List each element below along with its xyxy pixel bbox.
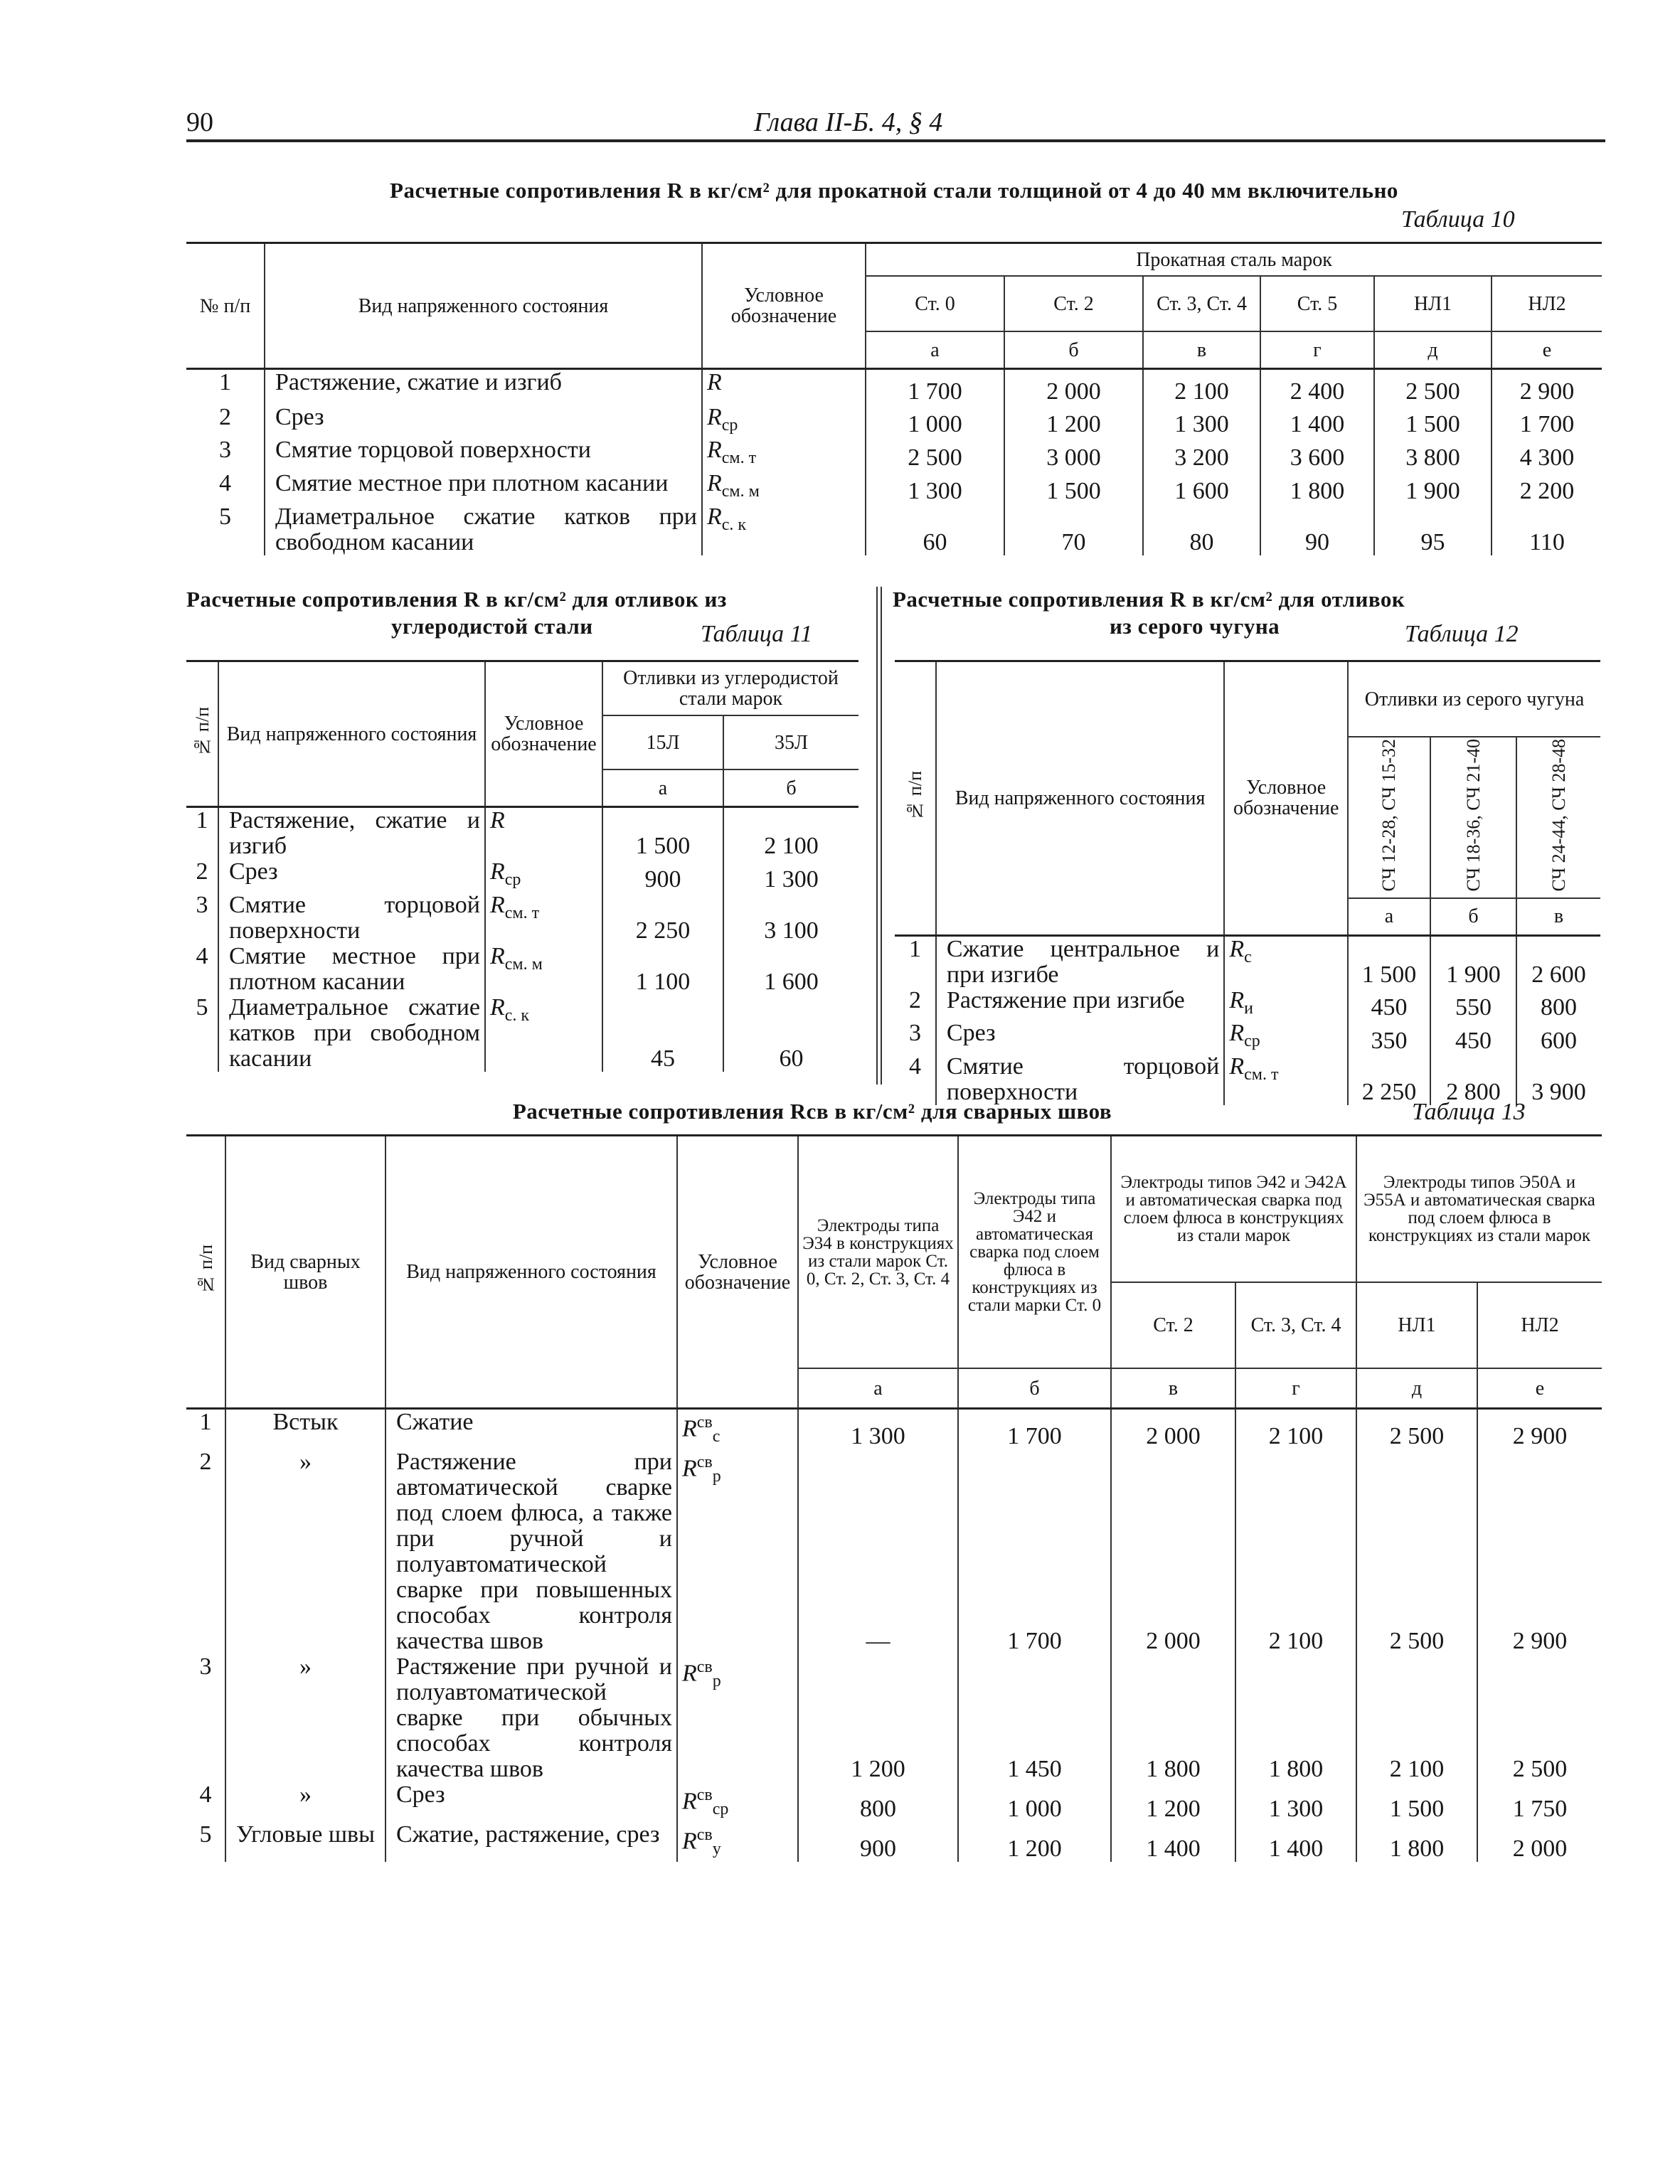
value-cell: 3 100	[723, 893, 858, 944]
t10-col-state: Вид напряженного состояния	[265, 243, 702, 369]
weld-type: Угловые швы	[225, 1822, 386, 1862]
row-number: 5	[219, 503, 231, 530]
t13-col-state: Вид напряженного состояния	[386, 1136, 677, 1409]
value-cell: 80	[1143, 504, 1260, 555]
value-cell: 1 450	[958, 1654, 1111, 1782]
t11-grade: 35Л	[723, 715, 858, 769]
value-cell: 1 300	[1143, 405, 1260, 438]
value-cell: 1 900	[1430, 935, 1516, 988]
table10	[186, 242, 1602, 555]
symbol-letter: R	[682, 1828, 697, 1855]
value-cell: 350	[1348, 1021, 1430, 1054]
symbol-superscript: св	[696, 1786, 713, 1805]
symbol-letter: R	[490, 891, 505, 918]
t13-group-de: Электроды типов Э50А и Э55А и автоматическая сварка под слоем флюса в конструкциях из стали марок	[1356, 1136, 1602, 1283]
symbol-cell	[485, 859, 602, 893]
value-cell: 1 000	[958, 1782, 1111, 1822]
symbol-letter: R	[707, 369, 722, 395]
row-number: 5	[199, 1821, 212, 1848]
symbol-cell	[485, 995, 602, 1072]
table10-number: Таблица 10	[1401, 206, 1515, 233]
value-cell: 2 900	[1477, 1409, 1602, 1450]
symbol-letter: R	[490, 807, 505, 833]
t12-col-symbol: Условное обозначение	[1224, 661, 1348, 936]
t10-grade: Ст. 3, Ст. 4	[1143, 276, 1260, 331]
table11-caption-line2: углеродистой стали	[391, 614, 593, 639]
symbol-cell	[485, 893, 602, 944]
symbol-superscript: св	[696, 1658, 713, 1677]
t13-letter: д	[1356, 1368, 1477, 1409]
t13-grade: Ст. 2	[1111, 1282, 1235, 1368]
state-text: Срез	[218, 859, 485, 893]
table11	[186, 660, 858, 1072]
table11-caption-line1: Расчетные сопротивления R в кг/см² для отливок из	[186, 587, 727, 612]
symbol-cell	[702, 369, 866, 405]
value-cell: 2 800	[1430, 1054, 1516, 1105]
symbol-letter: R	[707, 403, 722, 430]
running-title: Глава II-Б. 4, § 4	[754, 107, 943, 137]
value-cell: 3 800	[1374, 437, 1492, 471]
value-cell: 90	[1260, 504, 1374, 555]
row-number: 1	[219, 369, 231, 395]
value-cell: 70	[1004, 504, 1143, 555]
value-cell: 2 500	[1374, 369, 1492, 405]
value-cell: 900	[798, 1822, 958, 1862]
symbol-letter: R	[490, 858, 505, 885]
value-cell: 1 750	[1477, 1782, 1602, 1822]
state-text: Смятие местное при плотном касании	[265, 471, 702, 504]
value-cell: 1 300	[723, 859, 858, 893]
table12-caption-line2: из серого чугуна	[1110, 614, 1280, 639]
value-cell: 800	[1516, 988, 1600, 1021]
symbol-letter: R	[1229, 986, 1245, 1013]
value-cell: 1 500	[602, 807, 723, 860]
symbol-subscript: ср	[504, 870, 521, 889]
symbol-letter: R	[707, 437, 722, 464]
symbol-cell	[702, 504, 866, 555]
header-rule	[186, 139, 1605, 142]
value-cell: 2 000	[1111, 1449, 1235, 1654]
symbol-cell	[702, 437, 866, 471]
value-cell: 1 600	[1143, 471, 1260, 504]
t13-grade: НЛ2	[1477, 1282, 1602, 1368]
t12-letter: в	[1516, 898, 1600, 936]
value-cell: 2 400	[1260, 369, 1374, 405]
value-cell: 3 200	[1143, 437, 1260, 471]
t12-letter: а	[1348, 898, 1430, 936]
table-row	[186, 1449, 1602, 1654]
state-text: Смятие торцовой поверхности	[265, 437, 702, 471]
value-cell: 2 200	[1492, 471, 1602, 504]
t10-grade: Ст. 5	[1260, 276, 1374, 331]
t10-letter: г	[1260, 331, 1374, 369]
value-cell: 1 200	[798, 1654, 958, 1782]
table13	[186, 1134, 1602, 1862]
value-cell: 1 800	[1260, 471, 1374, 504]
t10-col-symbol: Условное обозначение	[702, 243, 866, 369]
t11-col-state: Вид напряженного состояния	[218, 661, 485, 807]
value-cell: 550	[1430, 988, 1516, 1021]
table-row	[895, 988, 1600, 1021]
t10-letter: е	[1492, 331, 1602, 369]
value-cell: 1 500	[1004, 471, 1143, 504]
value-cell: 95	[1374, 504, 1492, 555]
value-cell: 1 400	[1235, 1822, 1356, 1862]
value-cell: 1 800	[1235, 1654, 1356, 1782]
symbol-subscript: см. т	[721, 449, 757, 468]
row-number: 3	[219, 437, 231, 464]
t12-col-state: Вид напряженного состояния	[936, 661, 1224, 936]
symbol-superscript: св	[696, 1413, 713, 1432]
t10-grade: Ст. 2	[1004, 276, 1143, 331]
value-cell: 2 250	[1348, 1054, 1430, 1105]
table13-caption: Расчетные сопротивления Rсв в кг/см² для сварных швов	[512, 1099, 1112, 1124]
table-row	[186, 504, 1602, 555]
symbol-cell	[677, 1449, 798, 1654]
state-text: Растяжение, сжатие и изгиб	[218, 807, 485, 860]
value-cell: 45	[602, 995, 723, 1072]
t13-col-b: Электроды типа Э42 и автоматическая сварка под слоем флюса в конструкциях из стали марки Ст. 0	[958, 1136, 1111, 1369]
column-divider	[881, 587, 882, 1085]
t13-col-a: Электроды типа Э34 в конструкциях из стали марок Ст. 0, Ст. 2, Ст. 3, Ст. 4	[798, 1136, 958, 1369]
row-number: 4	[196, 942, 208, 969]
table13-number: Таблица 13	[1412, 1099, 1526, 1125]
row-number: 3	[908, 1020, 921, 1047]
value-cell: 800	[798, 1782, 958, 1822]
symbol-letter: R	[682, 1415, 697, 1442]
table-row	[186, 1409, 1602, 1450]
state-text: Срез	[265, 405, 702, 438]
t11-grade: 15Л	[602, 715, 723, 769]
symbol-letter: R	[682, 1660, 697, 1687]
t12-group-header: Отливки из серого чугуна	[1348, 661, 1600, 737]
t13-letter: а	[798, 1368, 958, 1409]
symbol-cell	[1224, 935, 1348, 988]
t11-col-symbol: Условное обозначение	[485, 661, 602, 807]
value-cell: 2 100	[1356, 1654, 1477, 1782]
symbol-letter: R	[682, 1788, 697, 1815]
symbol-superscript: св	[696, 1826, 713, 1845]
t13-col-symbol: Условное обозначение	[677, 1136, 798, 1409]
t12-letter: б	[1430, 898, 1516, 936]
state-text: Растяжение при изгибе	[936, 988, 1224, 1021]
value-cell: 2 500	[1356, 1409, 1477, 1450]
value-cell: 1 600	[723, 944, 858, 995]
t12-grade: СЧ 24-44, СЧ 28-48	[1516, 737, 1600, 898]
value-cell: 60	[866, 504, 1004, 555]
symbol-letter: R	[1229, 1020, 1245, 1047]
symbol-subscript: с	[1244, 947, 1252, 966]
state-text: Срез	[386, 1782, 677, 1822]
symbol-letter: R	[490, 942, 505, 969]
value-cell: 3 600	[1260, 437, 1374, 471]
t13-col-weld: Вид сварных швов	[225, 1136, 386, 1409]
table-row	[895, 1021, 1600, 1054]
t10-grade: НЛ2	[1492, 276, 1602, 331]
symbol-letter: R	[1229, 1053, 1245, 1080]
value-cell: 1 500	[1356, 1782, 1477, 1822]
state-text: Смятие торцовой поверхности	[936, 1054, 1224, 1105]
symbol-subscript: р	[712, 1467, 721, 1486]
state-text: Растяжение при ручной и полуавтоматической сварке при обычных способах контроля качества швов	[386, 1654, 677, 1782]
t10-letter: а	[866, 331, 1004, 369]
symbol-subscript: ср	[721, 415, 738, 435]
table10-caption: Расчетные сопротивления R в кг/см² для прокатной стали толщиной от 4 до 40 мм включительно	[390, 178, 1398, 203]
state-text: Растяжение, сжатие и изгиб	[265, 369, 702, 405]
t13-col-no: № п/п	[186, 1136, 225, 1409]
value-cell: 1 500	[1348, 935, 1430, 988]
t10-letter: б	[1004, 331, 1143, 369]
t11-group-header: Отливки из углеродистой стали марок	[602, 661, 858, 716]
value-cell: 1 200	[1111, 1782, 1235, 1822]
value-cell: 4 300	[1492, 437, 1602, 471]
symbol-subscript: у	[712, 1840, 721, 1859]
value-cell: 2 900	[1477, 1449, 1602, 1654]
row-number: 2	[219, 403, 231, 430]
symbol-subscript: см. м	[504, 954, 543, 974]
value-cell: 1 400	[1260, 405, 1374, 438]
value-cell: 2 100	[723, 807, 858, 860]
value-cell: 2 000	[1111, 1409, 1235, 1450]
symbol-cell	[1224, 1021, 1348, 1054]
value-cell: —	[798, 1449, 958, 1654]
symbol-letter: R	[707, 470, 722, 497]
table-row	[186, 369, 1602, 405]
table12-caption-line1: Расчетные сопротивления R в кг/см² для отливок	[893, 587, 1405, 612]
state-text: Сжатие	[386, 1409, 677, 1450]
value-cell: 2 500	[866, 437, 1004, 471]
state-text: Срез	[936, 1021, 1224, 1054]
value-cell: 1 300	[798, 1409, 958, 1450]
symbol-letter: R	[490, 994, 505, 1021]
table-row	[895, 1054, 1600, 1105]
value-cell: 1 100	[602, 944, 723, 995]
state-text: Смятие местное при плотном касании	[218, 944, 485, 995]
symbol-subscript: р	[712, 1672, 721, 1691]
value-cell: 2 500	[1356, 1449, 1477, 1654]
value-cell: 1 200	[958, 1822, 1111, 1862]
state-text: Сжатие, растяжение, срез	[386, 1822, 677, 1862]
row-number: 4	[908, 1053, 921, 1080]
value-cell: 450	[1348, 988, 1430, 1021]
value-cell: 3 900	[1516, 1054, 1600, 1105]
symbol-cell	[677, 1654, 798, 1782]
t11-col-no: № п/п	[186, 661, 218, 807]
symbol-letter: R	[707, 503, 722, 530]
value-cell: 2 000	[1477, 1822, 1602, 1862]
value-cell: 1 400	[1111, 1822, 1235, 1862]
state-text: Диаметральное сжатие катков при свободном касании	[218, 995, 485, 1072]
t13-letter: б	[958, 1368, 1111, 1409]
symbol-subscript: с. к	[504, 1006, 530, 1025]
symbol-subscript: см. т	[504, 903, 540, 922]
row-number: 1	[196, 807, 208, 833]
symbol-cell	[677, 1782, 798, 1822]
t13-grade: НЛ1	[1356, 1282, 1477, 1368]
value-cell: 110	[1492, 504, 1602, 555]
table-row	[186, 944, 858, 995]
table-row	[186, 471, 1602, 504]
table11-number: Таблица 11	[701, 621, 813, 647]
t13-letter: е	[1477, 1368, 1602, 1409]
symbol-letter: R	[1229, 935, 1245, 962]
symbol-subscript: см. м	[721, 481, 760, 501]
value-cell: 2 600	[1516, 935, 1600, 988]
symbol-subscript: и	[1244, 998, 1253, 1018]
symbol-subscript: с. к	[721, 515, 747, 534]
value-cell: 450	[1430, 1021, 1516, 1054]
state-text: Диаметральное сжатие катков при свободном касании	[265, 504, 702, 555]
value-cell: 1 800	[1356, 1822, 1477, 1862]
t10-letter: в	[1143, 331, 1260, 369]
table-row	[186, 1782, 1602, 1822]
symbol-superscript: св	[696, 1453, 713, 1472]
t10-group-header: Прокатная сталь марок	[866, 243, 1602, 277]
table12	[895, 660, 1600, 1105]
value-cell: 1 700	[866, 369, 1004, 405]
value-cell: 2 100	[1235, 1409, 1356, 1450]
table12-number: Таблица 12	[1405, 621, 1519, 647]
value-cell: 1 700	[1492, 405, 1602, 438]
weld-type: »	[225, 1449, 386, 1654]
value-cell: 1 700	[958, 1449, 1111, 1654]
value-cell: 1 700	[958, 1409, 1111, 1450]
t13-group-vg: Электроды типов Э42 и Э42А и автоматическая сварка под слоем флюса в конструкциях из стали марок	[1111, 1136, 1356, 1283]
row-number: 5	[196, 994, 208, 1021]
state-text: Смятие торцовой поверхности	[218, 893, 485, 944]
value-cell: 3 000	[1004, 437, 1143, 471]
t12-grade: СЧ 18-36, СЧ 21-40	[1430, 737, 1516, 898]
value-cell: 1 000	[866, 405, 1004, 438]
symbol-cell	[702, 471, 866, 504]
row-number: 2	[196, 858, 208, 885]
value-cell: 60	[723, 995, 858, 1072]
row-number: 1	[908, 935, 921, 962]
row-number: 4	[219, 470, 231, 497]
value-cell: 2 100	[1235, 1449, 1356, 1654]
value-cell: 2 500	[1477, 1654, 1602, 1782]
symbol-subscript: ср	[712, 1800, 729, 1819]
t13-letter: в	[1111, 1368, 1235, 1409]
value-cell: 2 000	[1004, 369, 1143, 405]
row-number: 4	[199, 1781, 212, 1809]
state-text: Растяжение при автоматической сварке под слоем флюса, а также при ручной и полуавтоматической сварке при повышенных способах контроля качества швов	[386, 1449, 677, 1654]
value-cell: 2 250	[602, 893, 723, 944]
t13-letter: г	[1235, 1368, 1356, 1409]
value-cell: 1 300	[866, 471, 1004, 504]
value-cell: 1 900	[1374, 471, 1492, 504]
symbol-cell	[485, 944, 602, 995]
t10-grade: НЛ1	[1374, 276, 1492, 331]
value-cell: 1 500	[1374, 405, 1492, 438]
table-row	[186, 995, 858, 1072]
row-number: 3	[196, 891, 208, 918]
symbol-cell	[1224, 988, 1348, 1021]
table-row	[895, 935, 1600, 988]
value-cell: 2 100	[1143, 369, 1260, 405]
page-number: 90	[186, 107, 213, 137]
symbol-letter: R	[682, 1455, 697, 1482]
table-row	[186, 437, 1602, 471]
symbol-cell	[485, 807, 602, 860]
table-row	[186, 1822, 1602, 1862]
value-cell: 900	[602, 859, 723, 893]
table-row	[186, 859, 858, 893]
row-number: 2	[199, 1449, 212, 1476]
symbol-cell	[1224, 1054, 1348, 1105]
value-cell: 1 200	[1004, 405, 1143, 438]
row-number: 2	[908, 986, 921, 1013]
symbol-subscript: см. т	[1244, 1065, 1279, 1084]
table-row	[186, 807, 858, 860]
t11-letter: а	[602, 769, 723, 807]
weld-type: Встык	[225, 1409, 386, 1450]
table-row	[186, 405, 1602, 438]
t10-letter: д	[1374, 331, 1492, 369]
table-row	[186, 893, 858, 944]
table-row	[186, 1654, 1602, 1782]
symbol-cell	[677, 1822, 798, 1862]
t10-col-no: № п/п	[186, 243, 265, 369]
row-number: 3	[199, 1653, 212, 1680]
column-divider	[876, 587, 878, 1085]
row-number: 1	[199, 1409, 212, 1435]
symbol-subscript: с	[712, 1427, 721, 1447]
symbol-cell	[677, 1409, 798, 1450]
value-cell: 2 900	[1492, 369, 1602, 405]
t10-grade: Ст. 0	[866, 276, 1004, 331]
symbol-cell	[702, 405, 866, 438]
value-cell: 600	[1516, 1021, 1600, 1054]
state-text: Сжатие центральное и при изгибе	[936, 935, 1224, 988]
symbol-subscript: ср	[1244, 1032, 1260, 1051]
value-cell: 1 800	[1111, 1654, 1235, 1782]
value-cell: 1 300	[1235, 1782, 1356, 1822]
weld-type: »	[225, 1654, 386, 1782]
t11-letter: б	[723, 769, 858, 807]
t12-col-no: № п/п	[895, 661, 936, 936]
t12-grade: СЧ 12-28, СЧ 15-32	[1348, 737, 1430, 898]
t13-grade: Ст. 3, Ст. 4	[1235, 1282, 1356, 1368]
weld-type: »	[225, 1782, 386, 1822]
